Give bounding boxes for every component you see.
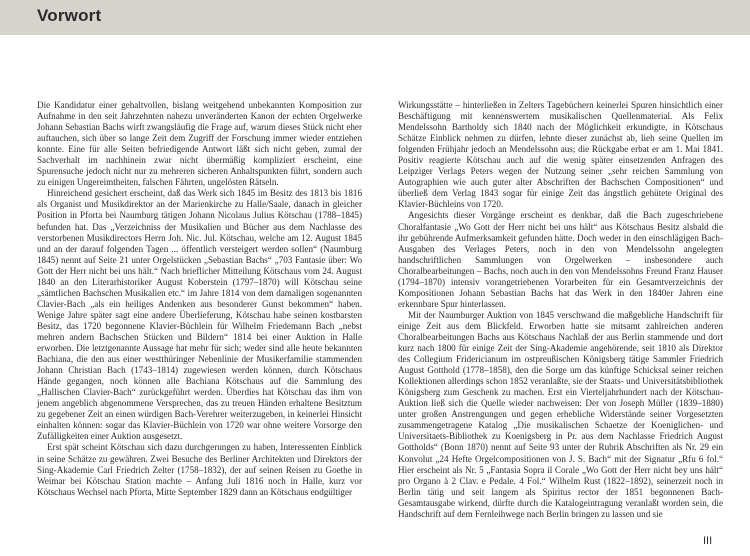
header-band	[0, 0, 750, 35]
paragraph: Erst spät scheint Kötschau sich dazu durchgerungen zu haben, Interessenten Einblick in seine Schätze zu gewähren. Zwei Besuche des Berliner Architekten und Direktors der Sing-Akademie Carl Friedrich Zelter (1758–1832), der auf seinen Reisen zu Goethe in Weimar bei Kötschau Station machte – Anfang Juli 1816 noch in Halle, kurz vor Kötschaus Wechsel nach Pforta, Mitte September 1829 dann an Kötschaus endgültiger	[37, 442, 362, 497]
paragraph: Die Kandidatur einer gehaltvollen, bislang weitgehend unbekannten Komposition zur Aufnahme in den seit Jahrzehnten nahezu unveränderten Kanon der echten Orgelwerke Johann Sebastian Bachs wirft zwangsläufig die Frage auf, warum dieses Stück nicht eher auftauchen, sich über so lange Zeit dem Zugriff der Forschung immer wieder entziehen konnte. Eine für alle Seiten befriedigende Antwort läßt sich nicht geben, zumal der Sachverhalt im nachhinein zwar nicht übermäßig kompliziert erscheint, eine Spurensuche jedoch nicht nur zu mehreren sicheren Anhaltspunkten führt, sondern auch zu einigen Ungereimtheiten, falschen Fährten, ungelösten Rätseln.	[37, 100, 362, 188]
text-column-left	[37, 100, 362, 498]
page-number: III	[703, 535, 713, 547]
paragraph: Mit der Naumburger Auktion von 1845 verschwand die maßgebliche Handschrift für einige Zeit aus dem Blickfeld. Erworben hatte sie mitsamt zahlreichen anderen Choralbearbeitungen Bachs aus Kötschaus Nachlaß der aus Berlin stammende und dort kurz nach 1800 für einige Zeit der Sing-Akademie angehörende, seit 1810 als Direktor des Collegium Fridericianum im ostpreußischen Königsberg tätige Sammler Friedrich August Gotthold (1778–1858), den die Sorge um das künftige Schicksal seiner reichen Kollektionen allerdings schon 1852 veranlaßte, sie der Staats- und Universitätsbibliothek Königsberg zum Geschenk zu machen. Erst ein Vierteljahrhundert nach der Kötschau-Auktion ließ sich die Quelle wieder nachweisen: Der von Joseph Müller (1839–1880) unter großen Anstrengungen und gegen erhebliche Widerstände seiner Vorgesetzten zusammengetragene Katalog „Die musikalischen Schaetze der Koeniglichen- und Universitaets-Bibliothek zu Koenigsberg in Pr. aus dem Nachlasse Friedrich August Gottholds“ (Bonn 1870) nennt auf Seite 93 unter der Rubrik Abschriften als Nr. 29 ein Konvolut „24 Hefte Orgelcompositionen von J. S. Bach“ mit der Signatur „Rfu 6 fol.“ Hier erscheint als Nr. 5 „Fantasia Sopra il Corale „Wo Gott der Herr nicht bey uns hält“ pro Organo à 2 Clav. e Pedale. 4 Fol.“ Wilhelm Rust (1822–1892), seinerzeit noch in Berlin tätig und seit langem als Spiritus rector der 1851 begonnenen Bach-Gesamtausgabe wirkend, dürfte durch die Katalogeintragung veranlaßt worden sein, die Handschrift auf dem Fernleihwege nach Berlin bringen zu lassen und sie	[398, 309, 723, 519]
paragraph: Angesichts dieser Vorgänge erscheint es denkbar, daß die Bach zugeschriebene Choralfantasie „Wo Gott der Herr nicht bei uns hält“ aus Kötschaus Besitz alsbald die ihr gebührende Aufmerksamkeit gefunden hätte. Doch weder in den einschlägigen Bach-Ausgaben des Verlages Peters, noch in den von Mendelssohn angelegten handschriftlichen Sammlungen von Orgelwerken – insbesondere auch Choralbearbeitungen – Bachs, noch auch in den von Mendelssohns Freund Franz Hauser (1794–1870) intensiv vorangetriebenen Vorarbeiten für ein Gesamtverzeichnis der Kompositionen Johann Sebastian Bachs hat das Werk in den 1840er Jahren eine erkennbare Spur hinterlassen.	[398, 210, 723, 309]
paragraph: Hinreichend gesichert erscheint, daß das Werk sich 1845 im Besitz des 1813 bis 1816 als Organist und Musikdirektor an der Marienkirche zu Halle/Saale, danach in gleicher Position in Pforta bei Naumburg tätigen Johann Nicolaus Julius Kötschau (1788–1845) befunden hat. Das „Verzeichniss der Musikalien und Bücher aus dem Nachlasse des verstorbenen Musikdirectors Herrn Joh. Nic. Jul. Kötschau, welche am 12. August 1845 und an der darauf folgenden Tagen ... öffentlich versteigert werden sollen“ (Naumburg 1845) nennt auf Seite 21 unter Orgelstücken „Sebastian Bachs“ „703 Fantasie über: Wo Gott der Herr nicht bei uns hält.“ Nach brieflicher Mitteilung Kötschaus vom 24. August 1840 an den Literarhistoriker August Koberstein (1797–1870) will Kötschau seine „sämtlichen Bachschen Musikalien etc.“ im Jahre 1814 von dem damaligen sogenannten Clavier-Bach „als ein heiliges Andenken aus besonderer Gunst bekommen“ haben. Wenige Jahre später sagt eine andere Überlieferung, Kötschau habe seinen kostbarsten Besitz, das 1720 begonnene Klavier-Büchlein für Wilhelm Friedemann Bach „nebst mehren andern Bachschen Stücken und Bildern“ 1814 bei einer Auktion in Halle erworben. Die letztgenannte Aussage hat mehr für sich; weder sind alle heute bekannten Bachiana, die den aus einer westthüringer Nebenlinie der Musikerfamilie stammenden Johann Christian Bach (1743–1814) zugewiesen werden können, durch Kötschaus Hände gegangen, noch können alle Bachiana Kötschaus auf die Sammlung des „Hallischen Clavier-Bach“ zurückgeführt werden. Überdies hat Kötschau das ihm von jenem angeblich abgenommene Versprechen, das zu treuen Händen erhaltene Besitztum zu gegebener Zeit an einen würdigen Bach-Verehrer weiterzugeben, in keinerlei Hinsicht einhalten können: sogar das Klavier-Büchlein von 1720 war ohne weitere Vorsorge den Zufälligkeiten einer Auktion ausgesetzt.	[37, 188, 362, 442]
page-title: Vorwort	[37, 6, 102, 25]
paragraph: Wirkungsstätte – hinterließen in Zelters Tagebüchern keinerlei Spuren hinsichtlich einer Beschäftigung mit kennenswertem musikalischen Quellenmaterial. Als Felix Mendelssohn Bartholdy sich 1840 nach der Möglichkeit erkundigte, in Kötschaus Schätze Einblick nehmen zu dürfen, lehnte dieser zunächst ab, lieh seine Quellen im folgenden Frühjahr jedoch an Mendelssohn aus; die Rückgabe erbat er am 1. Mai 1841. Positiv reagierte Kötschau auch auf die wenig später einsetzenden Anfragen des Leipziger Verlags Peters wegen der Nutzung seiner „sehr reichen Sammlung von Autographien wie auch guter alter Abschriften der Bachschen Compositionen“ und überließ dem Verlag 1843 sogar für einige Zeit das ängstlich gehütete Original des Klavier-Büchleins von 1720.	[398, 100, 723, 210]
text-column-right	[398, 100, 723, 520]
